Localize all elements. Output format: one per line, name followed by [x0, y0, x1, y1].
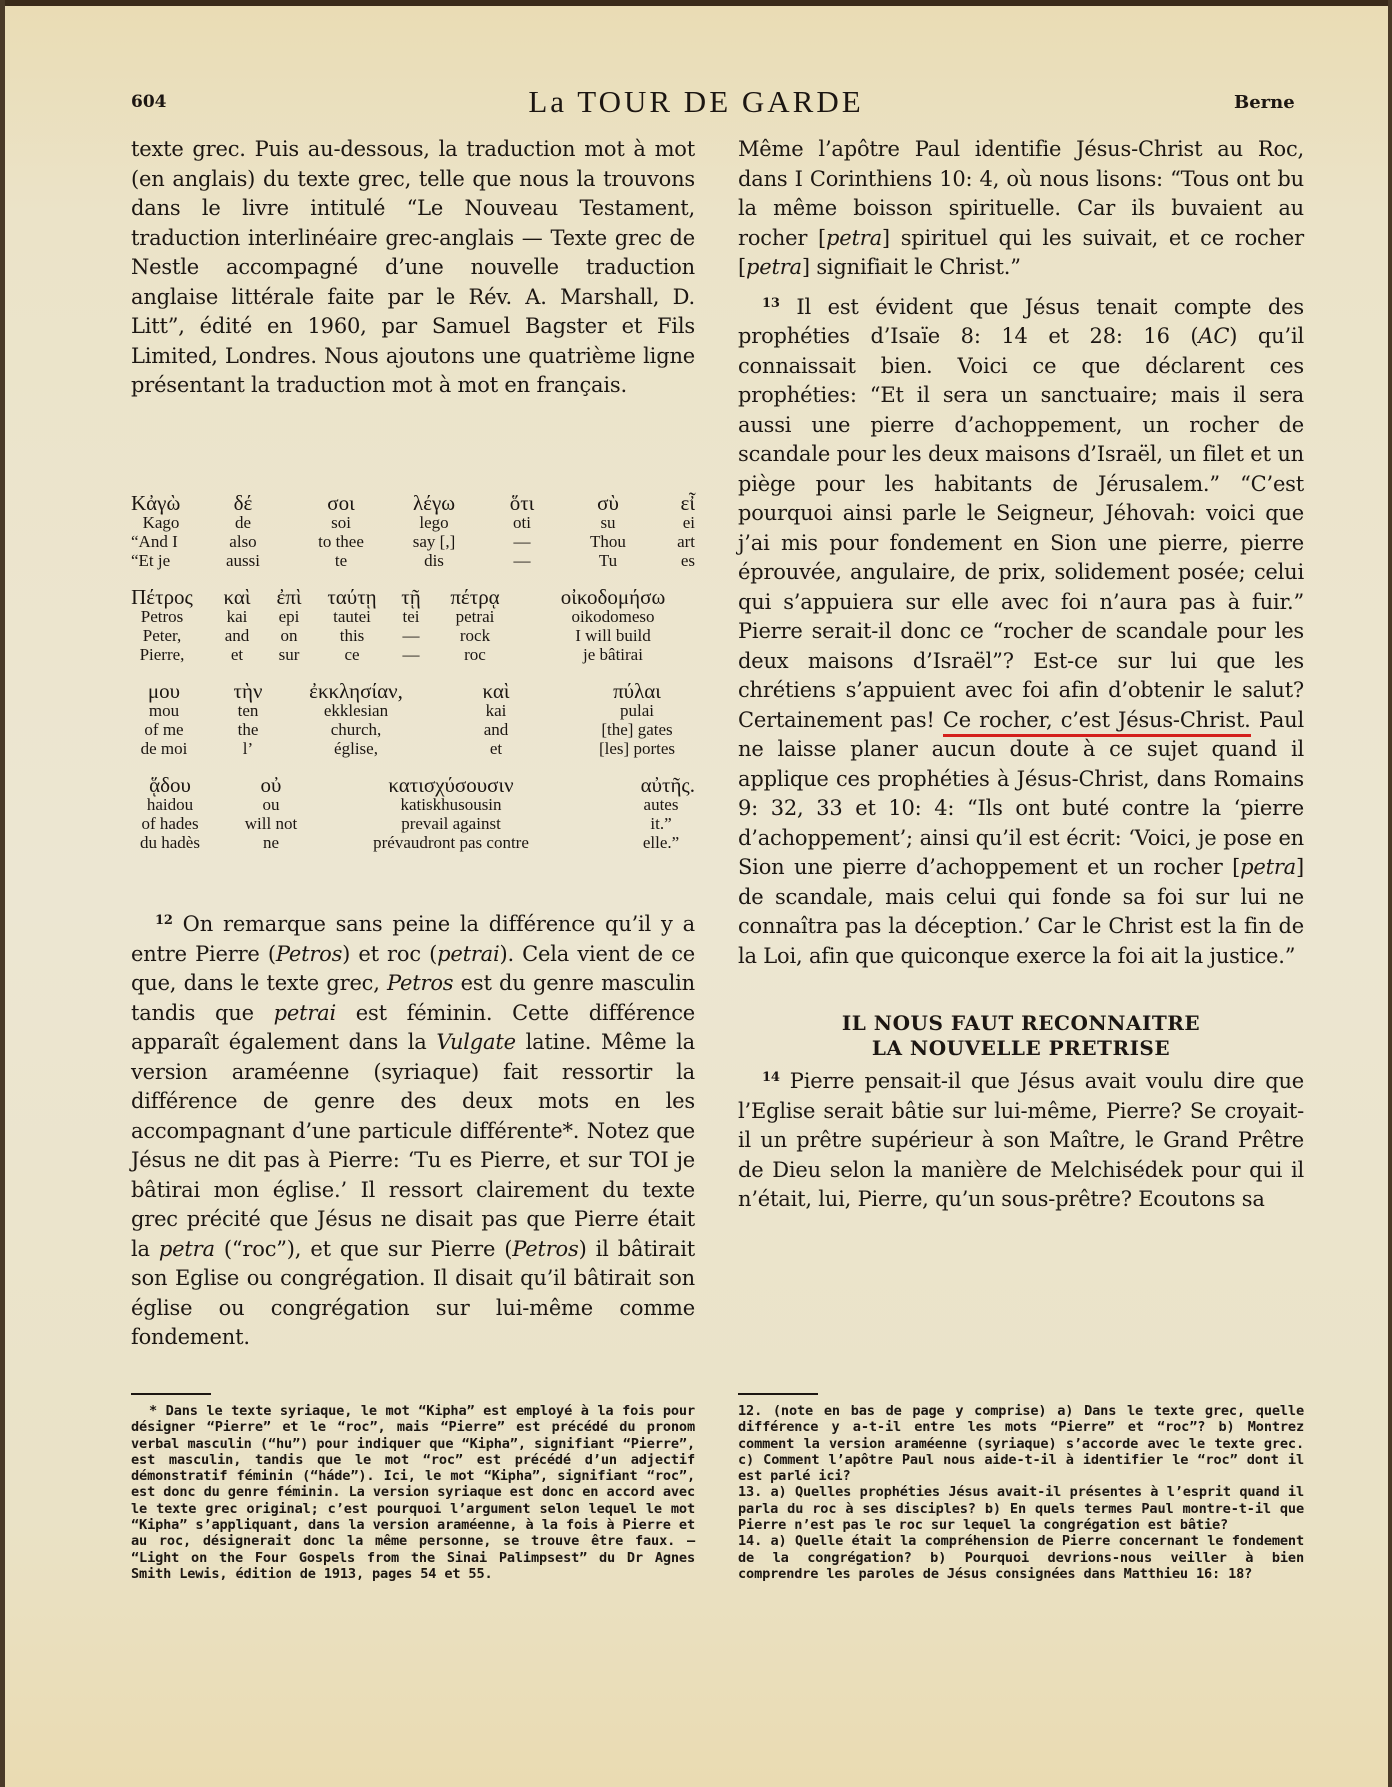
interlinear-word: πέτρᾳ petrai rock roc — [450, 585, 500, 664]
interlinear-word: μου mou of me de moi — [140, 679, 188, 758]
interlinear-word: τὴν ten the l’ — [233, 679, 263, 758]
paragraph-13: $^{13}$ Il est évident que Jésus tenait compte des prophéties d’Isaïe 8: 14 et 28: 16 (AC) qu’il connaissait bien. Voici ce que déclarent ces prophéties: “Et il sera un sanctuaire; mais il sera aussi une pierre d’achoppement, un rocher de scandale pour les deux maisons d’Israël, un filet et un piège pour les habitants de Jérusalem.” “C’est pourquoi ainsi parle le Seigneur, Jéhovah: voici que j’ai mis pour fondement en Sion une pierre, pierre éprouvée, angulaire, de prix, solidement posée; celui qui s’appuiera sur elle avec foi n’aura pas à fuir.” Pierre serait-il donc ce “rocher de scandale pour les deux maisons d’Israël”? Est-ce sur lui que les chrétiens s’appuient avec foi afin d’obtenir le salut? Certainement pas! Ce rocher, c’est Jésus-Christ. Paul ne laisse planer aucun doute à ce sujet quand il applique ces prophéties à Jésus-Christ, dans Romains 9: 32, 33 et 10: 4: “Ils ont buté contre la ‘pierre d’achoppement’; ainsi qu’il est écrit: ‘Voici, je pose en Sion une pierre d’achoppement et un rocher [petra] de scandale, mais celui qui fonde sa foi sur lui ne connaîtra pas la déception.’ Car le Christ est la fin de la Loi, afin que quiconque exerce la foi ait la justice.” — [738, 294, 1304, 968]
interlinear-word: τῇ tei — — — [401, 585, 421, 664]
page-edge-top — [0, 0, 1392, 6]
section-subheading — [738, 1011, 1304, 1061]
footnote-text: * Dans le texte syriaque, le mot “Kipha” est employé à la fois pour désigner “Pierre” et le “roc”, mais “Pierre” est précédé du pronom verbal masculin (“hu”) pour indiquer que “Kipha”, signifiant “Pierre”, est masculin, tandis que le mot “roc” est précédé d’un adjectif démonstratif féminin (“háde”). Ici, le mot “Kipha”, signifiant “roc”, est donc du genre féminin. La version syriaque est donc en accord avec le texte grec original; c’est pourquoi l’argument selon lequel le mot “Kipha” s’appliquant, dans la version araméenne, à la fois à Pierre et au roc, désignerait donc la même personne, se trouve être faux. — “Light on the Four Gospels from the Sinai Palimpsest” du Dr Agnes Smith Lewis, édition de 1913, pages 54 et 55. — [131, 1403, 695, 1582]
right-column — [738, 135, 1304, 1215]
interlinear-word: ταύτῃ tautei this ce — [327, 585, 377, 664]
interlinear-greek-text — [131, 493, 695, 869]
interlinear-word: Κἀγὼ Kago “And I “Et je — [131, 491, 181, 570]
running-header — [0, 86, 1392, 126]
footnote-rule — [131, 1393, 211, 1395]
interlinear-block — [131, 493, 695, 587]
interlinear-word: πύλαι pulai [the] gates [les] portes — [598, 679, 675, 758]
interlinear-block — [131, 775, 695, 869]
interlinear-word: καὶ kai and et — [223, 585, 251, 664]
magazine-title: La TOUR DE GARDE — [528, 84, 864, 119]
study-question-13: 13. a) Quelles prophéties Jésus avait-il présentes à l’esprit quand il parla du roc à ses disciples? b) En quels termes Paul montre-t-il que Pierre n’est pas le roc sur lequel la congrégation est bâtie? — [738, 1484, 1304, 1534]
interlinear-word: ἐπὶ epi on sur — [276, 585, 302, 664]
intro-paragraph: texte grec. Puis au-dessous, la traduction mot à mot (en anglais) du texte grec, telle que nous la trouvons dans le livre intitulé “Le Nouveau Testament, traduction interlinéaire grec-anglais — Texte grec de Nestle accompagné d’une nouvelle traduction anglaise littérale faite par le Rév. A. Marshall, D. Litt”, édité en 1960, par Samuel Bagster et Fils Limited, Londres. Nous ajoutons une quatrième ligne présentant la traduction mot à mot en français. — [131, 137, 695, 397]
interlinear-word: εἶ ei art es — [677, 491, 695, 570]
interlinear-block — [131, 681, 695, 775]
interlinear-word: οὐ ou will not ne — [244, 773, 298, 852]
paragraph-12-container — [131, 906, 695, 1353]
interlinear-word: καὶ kai and et — [482, 679, 510, 758]
footnote-section — [131, 1393, 695, 1582]
interlinear-word: ᾅδου haidou of hades du hadès — [140, 773, 200, 852]
interlinear-word: οἰκοδομήσω oikodomeso I will build je bâtirai — [560, 585, 666, 664]
questions-rule — [738, 1393, 818, 1395]
edition-label: Berne — [1234, 92, 1295, 113]
left-column — [131, 135, 695, 401]
paragraph-number: 14 — [762, 1070, 780, 1085]
page-number: 604 — [131, 92, 167, 112]
interlinear-word: σοι soi to thee te — [318, 491, 364, 570]
continuation-paragraph: Même l’apôtre Paul identifie Jésus-Christ au Roc, dans I Corinthiens 10: 4, où nous lisons: “Tous ont bu la même boisson spirituelle. Car ils buvaient au rocher [petra] spirituel qui les suivait, et ce rocher [petra] signifiait le Christ.” — [738, 137, 1304, 279]
subheading-line-2: LA NOUVELLE PRETRISE — [871, 1036, 1171, 1060]
page-edge-right — [1388, 0, 1392, 1787]
red-underline-highlight: Ce rocher, c’est Jésus-Christ. — [943, 708, 1251, 737]
paragraph-12: $^{12}$ On remarque sans peine la différence qu’il y a entre Pierre (Petros) et roc (petrai). Cela vient de ce que, dans le texte grec, Petros est du genre masculin tandis que petrai est féminin. Cette différence apparaît également dans la Vulgate latine. Même la version araméenne (syriaque) fait ressortir la différence de genre des deux mots en les accompagnant d’une particule différente*. Notez que Jésus ne dit pas à Pierre: ‘Tu es Pierre, et sur TOI je bâtirai mon église.’ Il ressort clairement du texte grec précité que Jésus ne disait pas que Pierre était la petra (“roc”), et que sur Pierre (Petros) il bâtirait son Eglise ou congrégation. Il disait qu’il bâtirait son église ou congrégation sur lui-même comme fondement. — [131, 912, 695, 1349]
interlinear-word: δέ de also aussi — [226, 491, 260, 570]
interlinear-word: σὺ su Thou Tu — [590, 491, 626, 570]
study-questions — [738, 1393, 1304, 1582]
study-question-12: 12. (note en bas de page y comprise) a) Dans le texte grec, quelle différence y a-t-il entre les mots “Pierre” et “roc”? b) Montrez comment la version araméenne (syriaque) s’accorde avec le texte grec. c) Comment l’apôtre Paul nous aide-t-il à identifier le “roc” dont il est parlé ici? — [738, 1403, 1304, 1485]
interlinear-word: Πέτρος Petros Peter, Pierre, — [131, 585, 193, 664]
interlinear-word: ὅτι oti — — — [509, 491, 535, 570]
subheading-line-1: IL NOUS FAUT RECONNAITRE — [841, 1011, 1201, 1035]
study-question-14: 14. a) Quelle était la compréhension de Pierre concernant le fondement de la congrégation? b) Pourquoi devrions-nous veiller à bien comprendre les paroles de Jésus consignées dans Matthieu 16: 18? — [738, 1533, 1304, 1582]
interlinear-block — [131, 587, 695, 681]
interlinear-word: κατισχύσουσιν katiskhusousin prevail against prévaudront pas contre — [373, 773, 529, 852]
page-edge-left — [0, 0, 5, 1787]
paragraph-number: 12 — [155, 913, 173, 928]
paragraph-number: 13 — [762, 295, 780, 311]
interlinear-word: αὐτῆς. autes it.” elle.” — [640, 773, 695, 852]
paragraph-14: $^{14}$ Pierre pensait-il que Jésus avait voulu dire que l’Eglise serait bâtie sur lui-même, Pierre? Se croyait-il un prêtre supérieur à son Maître, le Grand Prêtre de Dieu selon la manière de Melchisédek pour qui il n’était, lui, Pierre, qu’un sous-prêtre? Ecoutons sa — [738, 1069, 1304, 1211]
interlinear-word: λέγω lego say [,] dis — [412, 491, 456, 570]
interlinear-word: ἐκκλησίαν, ekklesian church, église, — [309, 679, 403, 758]
